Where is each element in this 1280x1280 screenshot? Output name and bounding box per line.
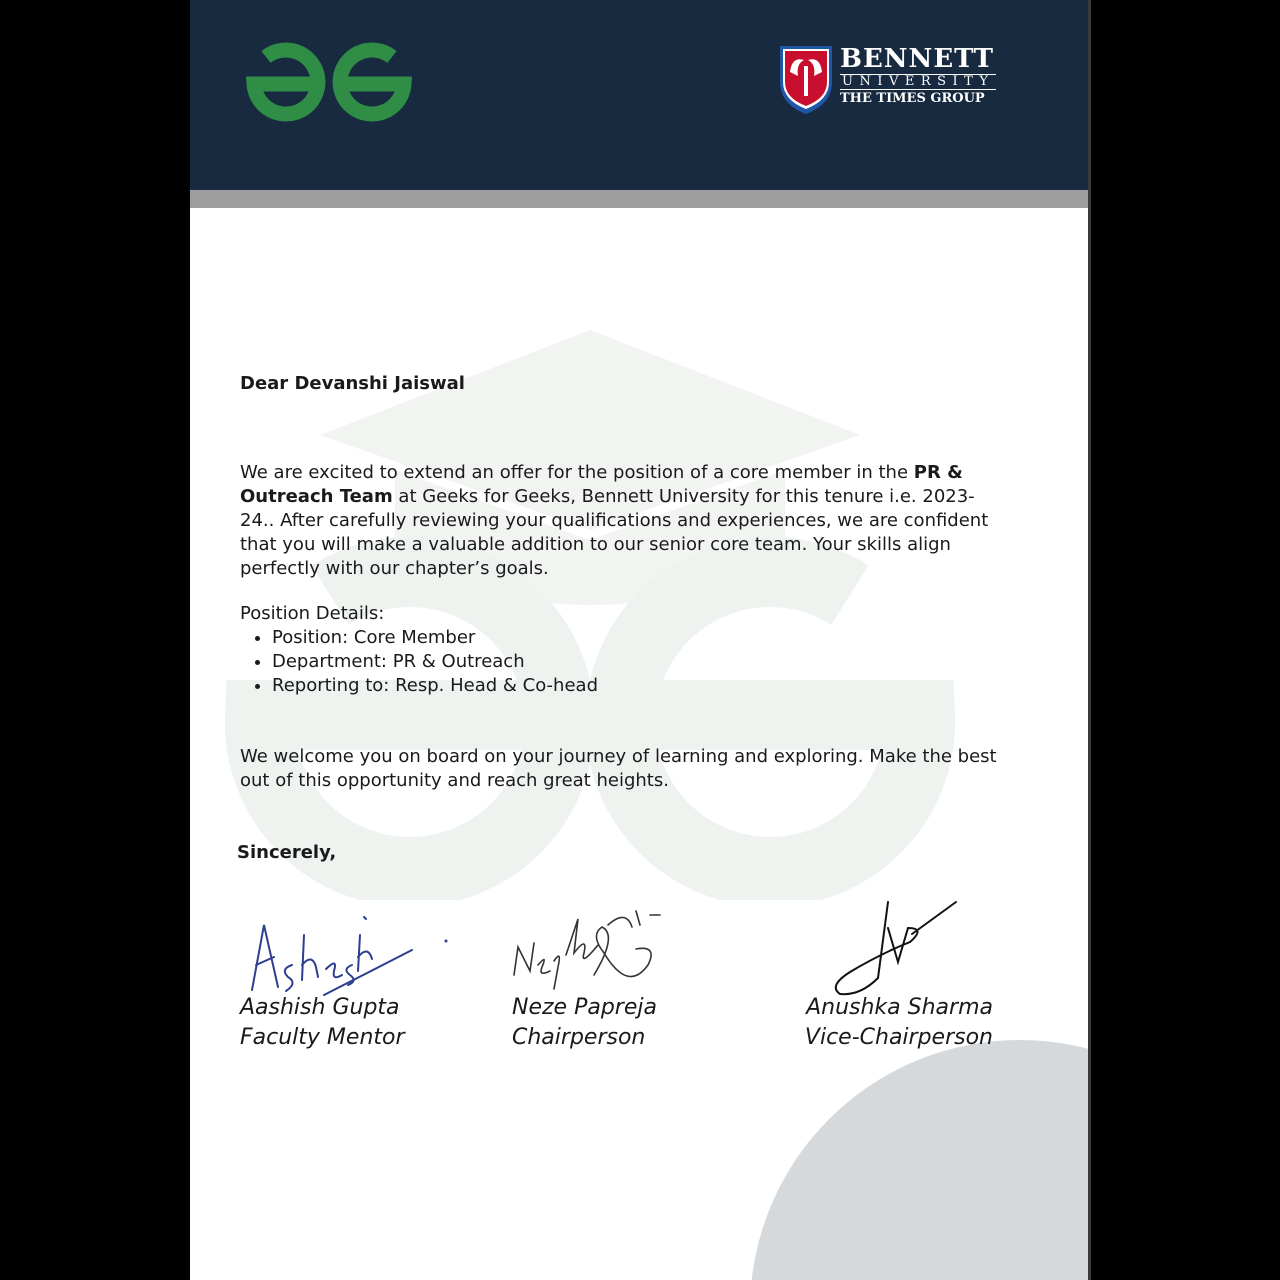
letterhead-header [190,0,1088,190]
salutation: Dear Devanshi Jaiswal [240,373,465,394]
signatory-name-3: Anushka Sharma [806,995,993,1020]
university-subtitle: UNIVERSITY [842,74,995,89]
university-group: THE TIMES GROUP [840,91,985,106]
sign-off: Sincerely, [237,842,337,863]
signatory-name-1: Aashish Gupta [240,995,400,1020]
signature-neze-papreja [508,905,668,1000]
detail-position: • Position: Core Member [272,626,598,650]
bennett-university-wordmark [840,46,996,108]
intro-text-start: We are excited to extend an offer for the position of a core member in the [240,462,914,483]
signature-anushka-sharma [830,898,965,1000]
geeksforgeeks-logo [244,40,414,130]
intro-paragraph [240,461,1000,581]
detail-department: • Department: PR & Outreach [272,650,598,674]
signatory-role-1: Faculty Mentor [240,1025,405,1050]
university-name: BENNETT [840,44,994,74]
team-name: PR & Outreach Team [240,462,963,507]
signatory-role-3: Vice-Chairperson [804,1025,993,1050]
closing-paragraph: We welcome you on board on your journey of learning and exploring. Make the best out of this opportunity and reach great heights. [240,746,997,791]
letter-page [190,0,1088,1280]
signature-aashish-gupta [242,895,452,1005]
signatory-role-2: Chairperson [512,1025,646,1050]
decorative-corner-arc [750,1040,1088,1280]
bennett-university-crest-icon [778,42,834,116]
page-edge [1088,0,1091,1280]
position-details-list [240,626,598,698]
position-details-title: Position Details: [240,603,385,624]
detail-reporting: • Reporting to: Resp. Head & Co-head [272,674,598,698]
signatory-name-2: Neze Papreja [512,995,657,1020]
intro-text-end: at Geeks for Geeks, Bennett University for this tenure i.e. 2023-24.. After carefully reviewing your qualifications and experiences, we are confident that you will make a valuable addition to our senior core team. Your skills align perfectly with our chapter’s goals. [240,486,989,579]
header-divider-stripe [190,190,1088,208]
